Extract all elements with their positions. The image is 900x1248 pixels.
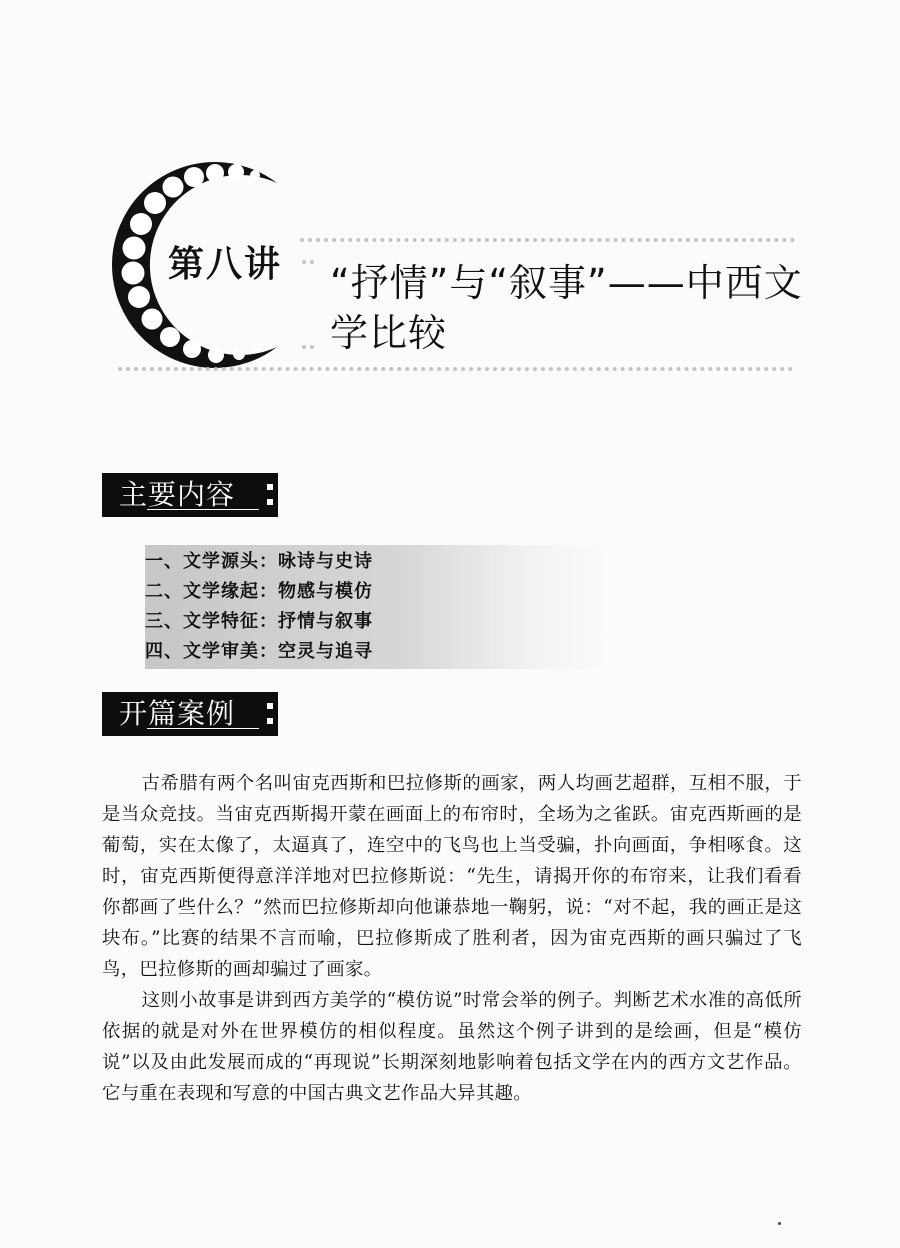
summary-item: 四、文学审美：空灵与追寻 bbox=[145, 641, 373, 662]
chapter-label: 第八讲 bbox=[168, 244, 283, 285]
summary-list bbox=[145, 545, 605, 669]
summary-item: 三、文学特征：抒情与叙事 bbox=[145, 611, 373, 632]
header-dotted-line-top bbox=[300, 238, 795, 242]
summary-item: 二、文学缘起：物感与模仿 bbox=[145, 581, 373, 602]
opening-case-heading-text: 开篇案例 bbox=[118, 697, 235, 730]
header-dotted-line-left-top bbox=[302, 260, 314, 264]
summary-heading bbox=[102, 473, 276, 517]
summary-item: 一、文学源头：咏诗与史诗 bbox=[145, 551, 373, 572]
header-dotted-line-left-bottom bbox=[302, 345, 314, 349]
print-speck bbox=[778, 1222, 781, 1225]
opening-case-heading bbox=[102, 692, 276, 736]
opening-case-body bbox=[102, 768, 802, 1109]
heading-colon-mark bbox=[262, 473, 278, 517]
heading-colon-mark bbox=[262, 692, 278, 736]
body-paragraph: 古希腊有两个名叫宙克西斯和巴拉修斯的画家，两人均画艺超群，互相不服，于是当众竞技。当宙克西斯揭开蒙在画面上的布帘时，全场为之雀跃。宙克西斯画的是葡萄，实在太像了，太逼真了，连空中的飞鸟也上当受骗，扑向画面，争相啄食。这时，宙克西斯便得意洋洋地对巴拉修斯说：“先生，请揭开你的布帘来，让我们看看你都画了些什么？”然而巴拉修斯却向他谦恭地一鞠躬，说：“对不起，我的画正是这块布。”比赛的结果不言而喻，巴拉修斯成了胜利者，因为宙克西斯的画只骗过了飞鸟，巴拉修斯的画却骗过了画家。 bbox=[102, 773, 802, 980]
summary-heading-text: 主要内容 bbox=[118, 478, 235, 511]
body-paragraph: 这则小故事是讲到西方美学的“模仿说”时常会举的例子。判断艺术水准的高低所依据的就是对外在世界模仿的相似程度。虽然这个例子讲到的是绘画，但是“模仿说”以及由此发展而成的“再现说”长期深刻地影响着包括文学在内的西方文艺作品。它与重在表现和写意的中国古典文艺作品大异其趣。 bbox=[102, 990, 802, 1104]
chapter-title: “抒情”与“叙事”——中西文学比较 bbox=[330, 261, 803, 355]
header-dotted-line-bottom bbox=[118, 367, 793, 371]
